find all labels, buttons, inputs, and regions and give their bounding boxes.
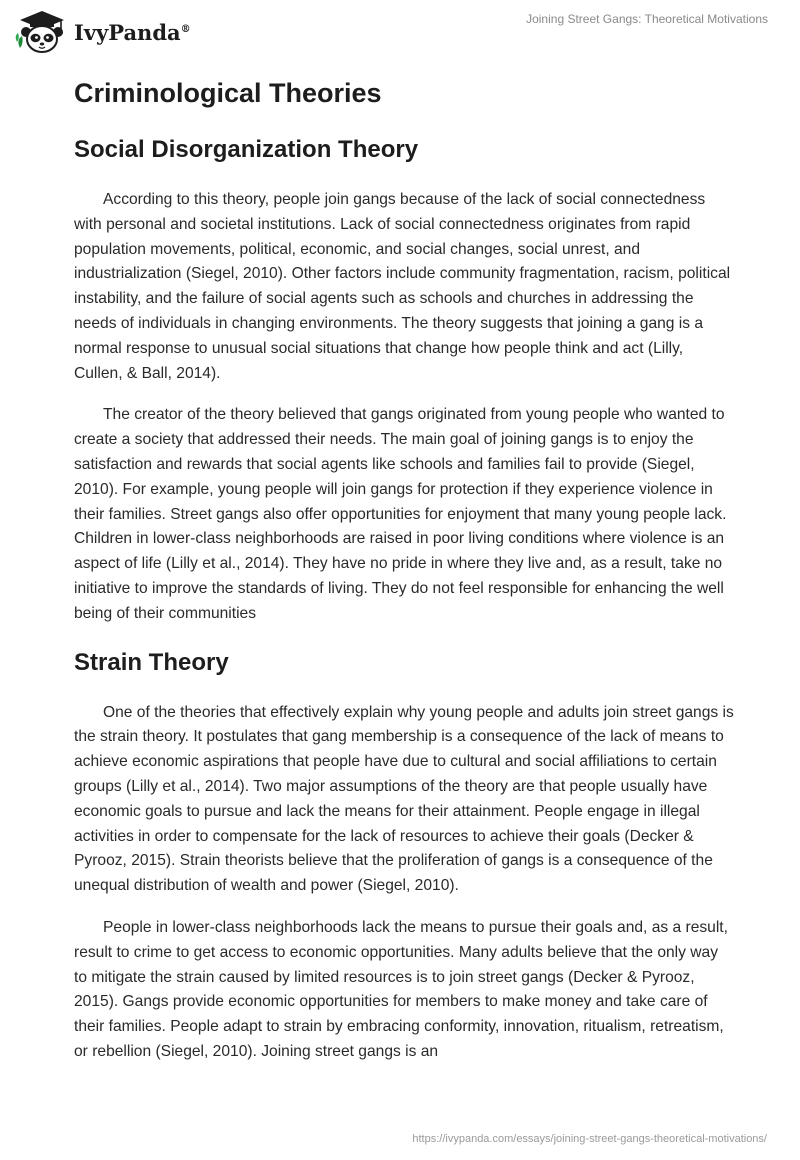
paragraph: According to this theory, people join gangs because of the lack of social connectedness with personal and societal institutions. Lack of social connectedness originates from rapid population movements, political, economic, and social changes, social unrest, and industrialization (Siegel, 2010). Other factors include community fragmentation, racism, political instability, and the failure of social agents such as schools and churches in addressing the needs of individuals in changing environments. The theory suggests that joining a gang is a normal response to unusual social situations that change how people think and act (Lilly, Cullen, & Ball, 2014).	[74, 191, 731, 382]
page-title: Criminological Theories	[74, 78, 382, 108]
brand-label: IvyPanda	[74, 19, 181, 45]
paragraph: One of the theories that effectively explain why young people and adults join street gangs is the strain theory. It postulates that gang membership is a consequence of the lack of means to achieve economic aspirations that people have due to cultural and social affiliations to certain groups (Lilly et al., 2014). Two major assumptions of the theory are that people usually have economic goals to pursue and lack the means for their attainment. People engage in illegal activities in order to compensate for the lack of resources to achieve their goals (Decker & Pyrooz, 2015). Strain theorists believe that the proliferation of gangs is a consequence of the unequal distribution of wealth and power (Siegel, 2010).	[74, 703, 734, 895]
document-title: Joining Street Gangs: Theoretical Motivations	[526, 12, 768, 26]
paragraph: People in lower-class neighborhoods lack the means to pursue their goals and, as a result, result to crime to get access to economic opportunities. Many adults believe that the only way to mitigate the strain caused by limited resources is to join street gangs (Decker & Pyrooz, 2015). Gangs provide economic opportunities for members to make money and take care of their families. People adapt to strain by embracing conformity, innovation, ritualism, retreatism, or rebellion (Siegel, 2010). Joining street gangs is an	[74, 918, 728, 1060]
brand-name	[74, 20, 191, 45]
panda-graduate-icon	[14, 8, 68, 54]
section-heading: Social Disorganization Theory	[74, 136, 419, 163]
article-body	[74, 72, 734, 1065]
section-heading: Strain Theory	[74, 648, 229, 676]
paragraph: The creator of the theory believed that gangs originated from young people who wanted to create a society that addressed their needs. The main goal of joining gangs is to enjoy the satisfaction and rewards that social agents like schools and families fail to provide (Siegel, 2010). For example, young people will join gangs for protection if they experience violence in their families. Street gangs also offer opportunities for enjoyment that many young people lack. Children in lower-class neighborhoods are raised in poor living conditions where violence is an aspect of life (Lilly et al., 2014). They have no pride in where they live and, as a result, take no initiative to improve the standards of living. They do not feel responsible for enhancing the well being of their communities	[74, 406, 727, 622]
source-url-link[interactable]: https://ivypanda.com/essays/joining-street-gangs-theoretical-motivations/	[412, 1133, 767, 1145]
ivypanda-logo[interactable]	[14, 8, 191, 54]
registered-mark: ®	[180, 23, 191, 35]
page-header	[0, 0, 800, 60]
